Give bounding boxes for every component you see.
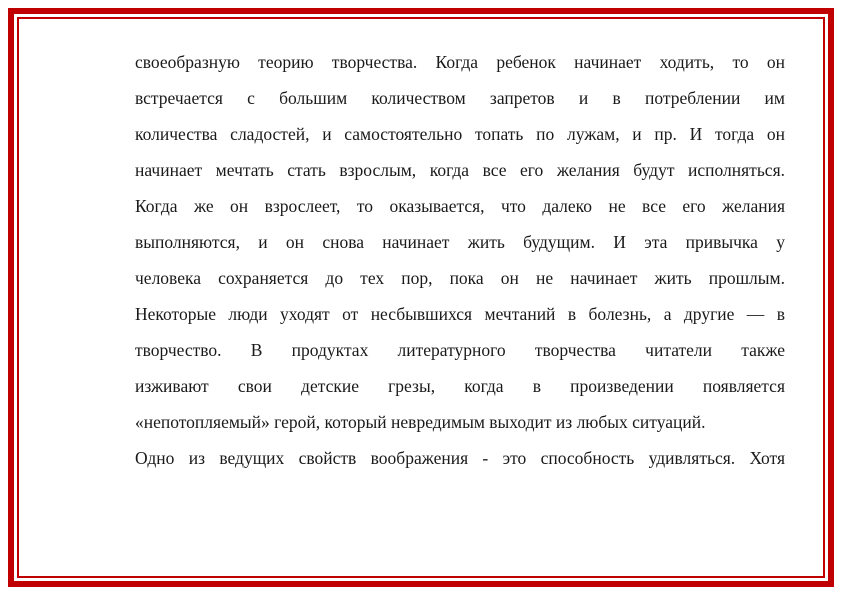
text-line: встречается с большим количеством запретов и в потреблении им [135,88,785,108]
text-line: «непотопляемый» герой, который невредимым выходит из любых ситуаций. [135,412,706,432]
text-line: Когда же он взрослеет, то оказывается, что далеко не все его желания [135,196,785,216]
text-line: изживают свои детские грезы, когда в произведении появляется [135,376,785,396]
text-line: Некоторые люди уходят от несбывшихся мечтаний в болезнь, а другие — в [135,304,785,324]
text-line: выполняются, и он снова начинает жить будущим. И эта привычка у [135,232,785,252]
body-text [135,44,785,476]
text-line: творчество. В продуктах литературного творчества читатели также [135,340,785,360]
text-line: начинает мечтать стать взрослым, когда все его желания будут исполняться. [135,160,785,180]
text-line: человека сохраняется до тех пор, пока он не начинает жить прошлым. [135,268,785,288]
text-line: Одно из ведущих свойств воображения - это способность удивляться. Хотя [135,448,785,468]
text-line: количества сладостей, и самостоятельно топать по лужам, и пр. И тогда он [135,124,785,144]
text-line: своеобразную теорию творчества. Когда ребенок начинает ходить, то он [135,52,785,72]
